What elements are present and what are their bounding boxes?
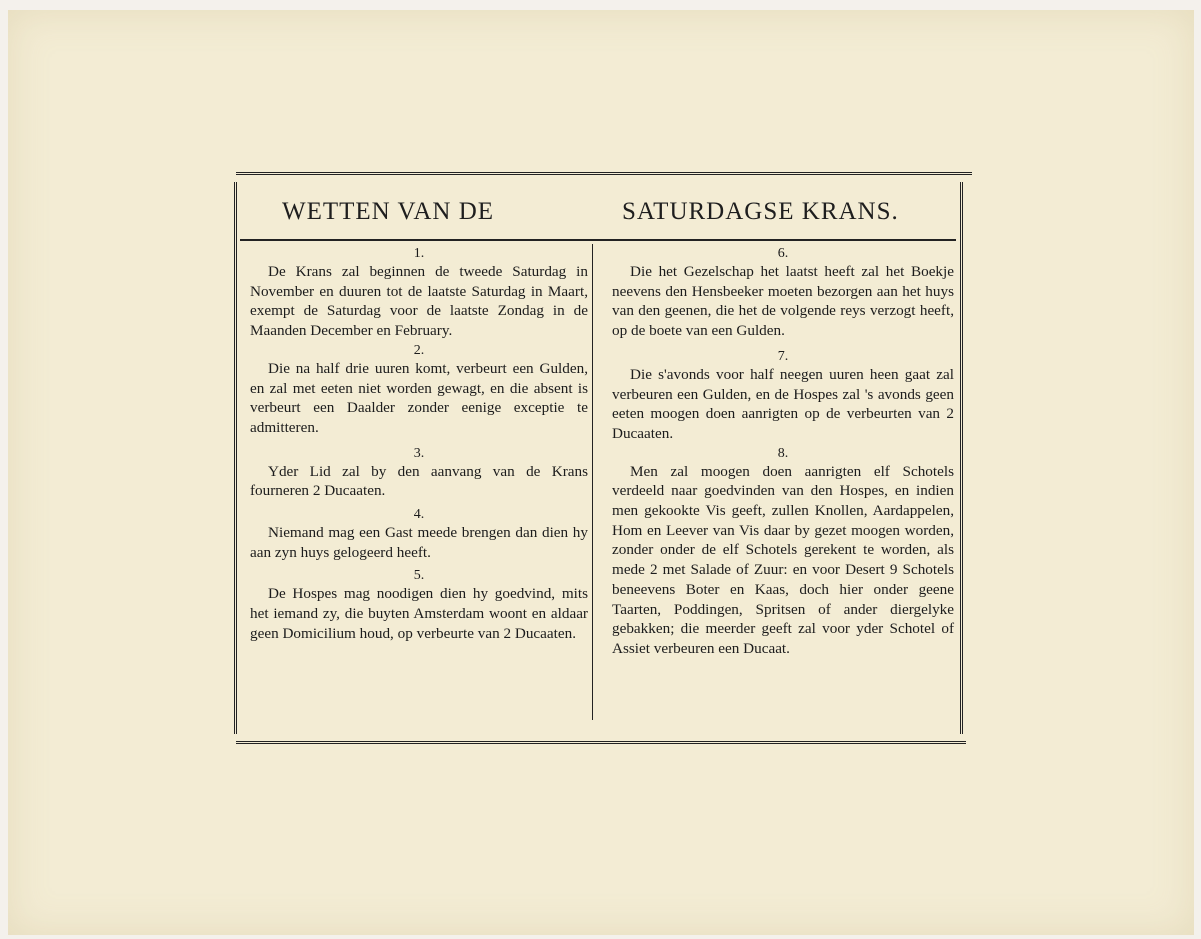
left-column xyxy=(250,244,588,644)
article-number: 4. xyxy=(413,507,425,523)
top-double-rule xyxy=(236,172,972,175)
article-number: 2. xyxy=(413,342,425,358)
article-number: 8. xyxy=(777,445,789,461)
article-number: 5. xyxy=(413,568,425,584)
printed-frame xyxy=(234,172,972,748)
right-border xyxy=(960,182,963,734)
article-text: Die het Gezelschap het laatst heeft zal het Boekje neevens den Hensbeeker moeten bezorgen aan het huys van den geenen, die het de volgende reys verzogt heeft, op de boete van een Gulden. xyxy=(612,263,954,340)
article-text: De Krans zal beginnen de tweede Saturdag in November en duuren tot de laatste Saturdag in Maart, exempt de Saturdag voor de laatste Zondag in de Maanden December en February. xyxy=(250,263,588,340)
article-text: Men zal moogen doen aanrigten elf Schotels verdeeld naar goedvinden van den Hospes, en indien men gekookte Vis geeft, zullen Knollen, Aardappelen, Hom en Leever van Vis daar by gezet moogen worden, zonder onder de elf Schotels gerekent te worden, als mede 2 met Salade of Zuur: en voor Desert 9 Schotels beneevens Boter en Kaas, doch hier onder geene Taarten, Poddingen, Spritsen of ander diergelyke gebakken; die meerder geeft zal voor yder Schotel of Assiet verbeuren een Ducaat. xyxy=(612,462,954,657)
article-text: Niemand mag een Gast meede brengen dan dien hy aan zyn huys gelogeerd heeft. xyxy=(250,524,588,561)
article-text: De Hospes mag noodigen dien hy goedvind, mits het iemand zy, die buyten Amsterdam woont en aldaar geen Domicilium houd, op verbeurte van 2 Ducaaten. xyxy=(250,585,588,642)
article-number: 1. xyxy=(413,246,425,261)
column-divider xyxy=(592,244,593,720)
title-header xyxy=(252,198,952,228)
left-border xyxy=(234,182,237,734)
article-number: 6. xyxy=(777,246,789,261)
article-text: Die na half drie uuren komt, verbeurt een Gulden, en zal met eeten niet worden gewagt, en die absent is verbeurt een Daalder zonder eenige exceptie te admitteren. xyxy=(250,359,588,436)
bottom-double-rule xyxy=(236,741,966,744)
header-rule xyxy=(240,239,956,241)
right-column xyxy=(612,244,954,659)
paper-sheet xyxy=(8,10,1194,935)
title-right: SATURDAGSE KRANS. xyxy=(622,198,899,225)
title-left: WETTEN VAN DE xyxy=(282,198,495,225)
article-number: 7. xyxy=(777,348,789,364)
article-text: Die s'avonds voor half neegen uuren heen gaat zal verbeuren een Gulden, en de Hospes zal 's avonds geen eeten moogen doen aanrigten op de verbeurten van 2 Ducaaten. xyxy=(612,365,954,442)
article-text: Yder Lid zal by den aanvang van de Krans fourneren 2 Ducaaten. xyxy=(250,462,588,500)
article-number: 3. xyxy=(413,445,425,461)
